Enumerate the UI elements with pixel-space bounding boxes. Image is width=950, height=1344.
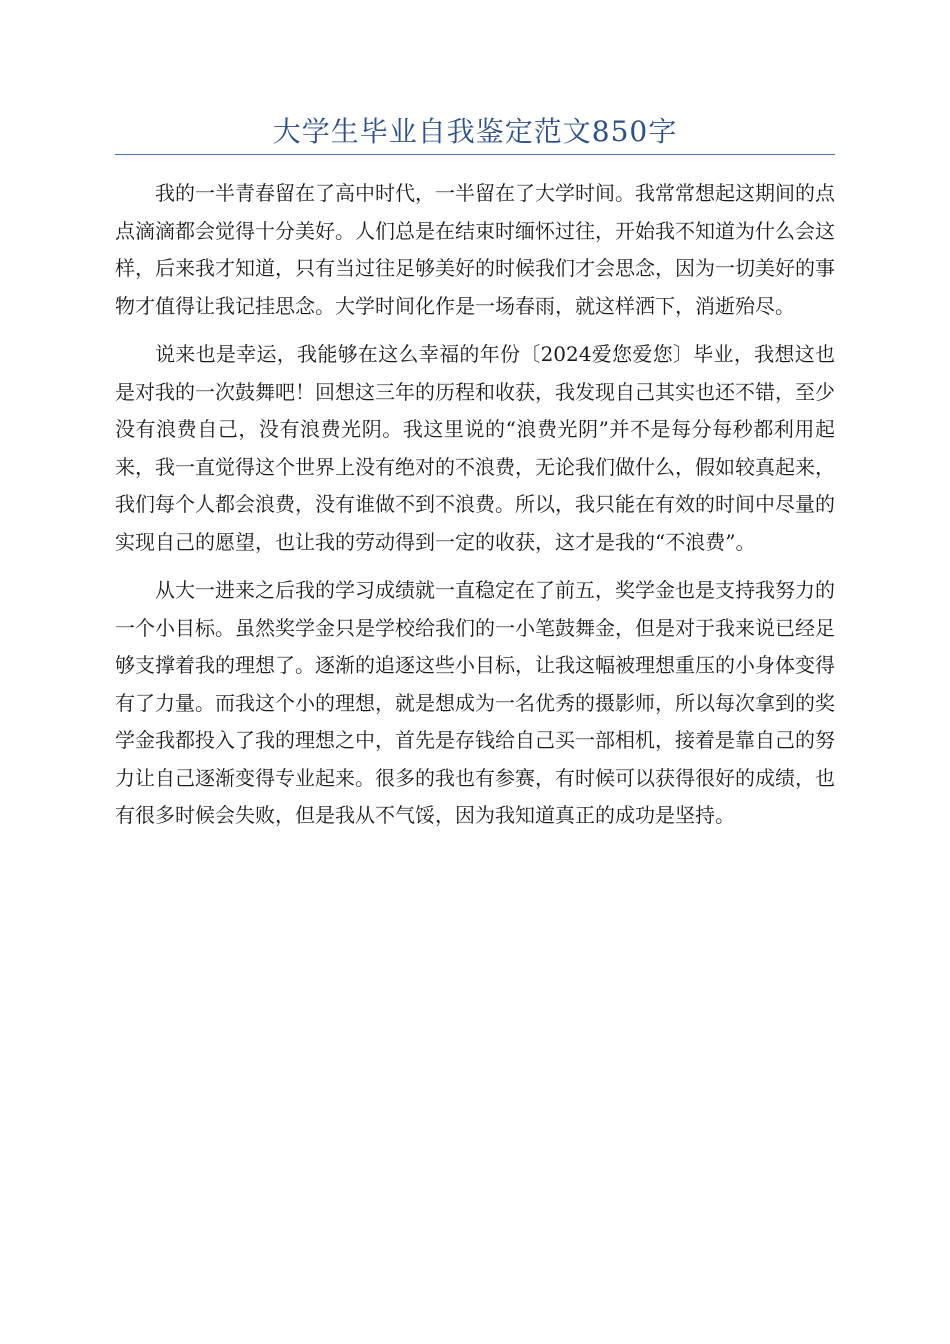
document-body (115, 175, 835, 846)
paragraph-1: 我的一半青春留在了高中时代，一半留在了大学时间。我常常想起这期间的点点滴滴都会觉得十分美好。人们总是在结束时缅怀过往，开始我不知道为什么会这样，后来我才知道，只有当过往足够美好的时候我们才会思念，因为一切美好的事物才值得让我记挂思念。大学时间化作是一场春雨，就这样洒下，消逝殆尽。 (115, 181, 835, 318)
paragraph-3: 从大一进来之后我的学习成绩就一直稳定在了前五，奖学金也是支持我努力的一个小目标。虽然奖学金只是学校给我们的一小笔鼓舞金，但是对于我来说已经足够支撑着我的理想了。逐渐的追逐这些小目标，让我这幅被理想重压的小身体变得有了力量。而我这个小的理想，就是想成为一名优秀的摄影师，所以每次拿到的奖学金我都投入了我的理想之中，首先是存钱给自己买一部相机，接着是靠自己的努力让自己逐渐变得专业起来。很多的我也有参赛，有时候可以获得很好的成绩，也有很多时候会失败，但是我从不气馁，因为我知道真正的成功是坚持。 (115, 578, 835, 827)
title-underline (115, 154, 835, 155)
document-title: 大学生毕业自我鉴定范文850字 (272, 115, 678, 148)
paragraph-2: 说来也是幸运，我能够在这么幸福的年份〔2024爱您爱您〕毕业，我想这也是对我的一次鼓舞吧！回想这三年的历程和收获，我发现自己其实也还不错，至少没有浪费自己，没有浪费光阴。我这里说的“浪费光阴”并不是每分每秒都利用起来，我一直觉得这个世界上没有绝对的不浪费，无论我们做什么，假如较真起来，我们每个人都会浪费，没有谁做不到不浪费。所以，我只能在有效的时间中尽量的实现自己的愿望，也让我的劳动得到一定的收获，这才是我的“不浪费”。 (115, 342, 835, 554)
